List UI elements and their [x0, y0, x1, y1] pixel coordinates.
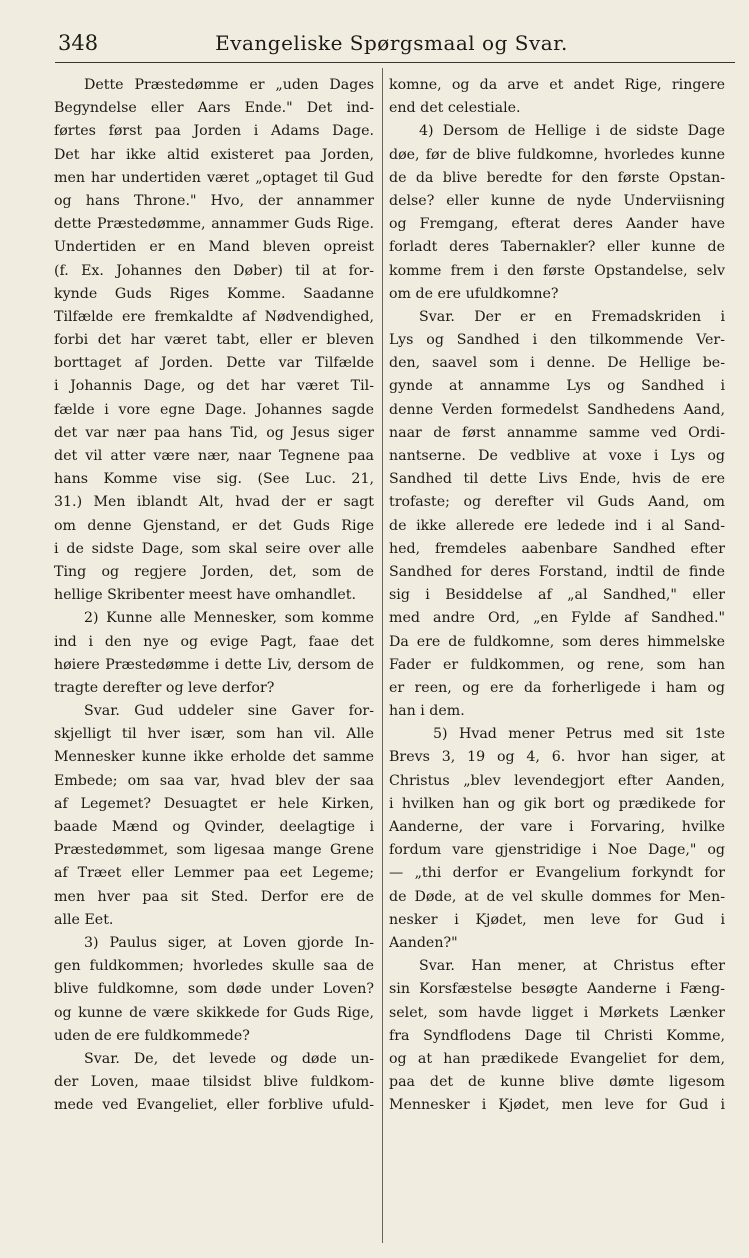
- text-line: og Fremgang, efterat deres Aander have: [389, 216, 725, 233]
- text-line: alle Eet.: [54, 911, 114, 928]
- text-line: sig i Besiddelse af „al Sandhed," eller: [389, 587, 725, 604]
- text-line: med andre Ord, „en Fylde af Sandhed.": [389, 610, 725, 627]
- text-line: Dette Præstedømme er „uden Dages: [84, 77, 374, 93]
- text-line: naar de først annamme samme ved Ordi-: [389, 424, 725, 441]
- text-line: gynde at annamme Lys og Sandhed i: [389, 378, 725, 395]
- text-line: det vil atter være nær, naar Tegnene paa: [54, 448, 374, 464]
- text-line: nesker i Kjødet, men leve for Gud i: [389, 911, 725, 928]
- text-line: i de sidste Dage, som skal seire over alle: [54, 540, 374, 557]
- text-line: paa det de kunne blive dømte ligesom: [389, 1074, 725, 1091]
- text-line: forladt deres Tabernakler? eller kunne de: [389, 239, 725, 256]
- text-line: mede ved Evangeliet, eller forblive ufuld-: [54, 1097, 374, 1114]
- text-line: førtes først paa Jorden i Adams Dage.: [54, 123, 374, 140]
- text-line: er reen, og ere da forherligede i ham og: [389, 679, 725, 696]
- text-line: Undertiden er en Mand bleven opreist: [54, 239, 374, 256]
- text-line: blive fuldkomne, som døde under Loven?: [54, 981, 374, 998]
- text-line: Svar. De, det levede og døde un-: [84, 1050, 374, 1067]
- text-line: døe, før de blive fuldkomne, hvorledes kunne: [389, 146, 725, 163]
- text-line: Begyndelse eller Aars Ende." Det ind-: [54, 100, 374, 117]
- text-line: men hver paa sit Sted. Derfor ere de: [54, 888, 374, 905]
- text-line: ind i den nye og evige Pagt, faae det: [54, 633, 374, 650]
- text-line: sin Korsfæstelse besøgte Aanderne i Fæng-: [389, 981, 725, 998]
- text-line: forbi det har været tabt, eller er bleven: [54, 332, 374, 349]
- text-line: Præstedømmet, som ligesaa mange Grene: [54, 842, 374, 859]
- text-line: 4) Dersom de Hellige i de sidste Dage: [419, 123, 725, 140]
- text-line: fordum vare gjenstridige i Noe Dage," og: [389, 842, 725, 859]
- text-line: Mennesker i Kjødet, men leve for Gud i: [389, 1097, 725, 1114]
- text-line: Sandhed til dette Livs Ende, hvis de ere: [389, 471, 725, 488]
- text-line: 31.) Men iblandt Alt, hvad der er sagt: [54, 494, 374, 511]
- text-line: om denne Gjenstand, er det Guds Rige: [54, 517, 374, 534]
- text-line: Fader er fuldkommen, og rene, som han: [389, 656, 725, 673]
- text-line: 2) Kunne alle Mennesker, som komme: [84, 610, 374, 627]
- text-line: hans Komme vise sig. (See Luc. 21,: [54, 471, 374, 488]
- text-line: og at han prædikede Evangeliet for dem,: [389, 1050, 725, 1067]
- text-line: fælde i vore egne Dage. Johannes sagde: [54, 401, 374, 418]
- text-line: han i dem.: [389, 703, 465, 720]
- text-line: men har undertiden været „optaget til Gud: [54, 169, 374, 186]
- text-line: borttaget af Jorden. Dette var Tilfælde: [54, 355, 374, 372]
- text-line: Aanderne, der vare i Forvaring, hvilke: [389, 819, 725, 835]
- text-line: trofaste; og derefter vil Guds Aand, om: [389, 494, 725, 511]
- text-line: Embede; om saa var, hvad blev der saa: [54, 772, 374, 789]
- text-line: i Johannis Dage, og det har været Til-: [54, 378, 374, 395]
- header-rule: [55, 62, 735, 63]
- text-line: Mennesker kunne ikke erholde det samme: [54, 749, 374, 766]
- text-line: Tilfælde ere fremkaldte af Nødvendighed,: [54, 308, 374, 325]
- text-line: gen fuldkommen; hvorledes skulle saa de: [54, 958, 374, 975]
- text-line: Det har ikke altid existeret paa Jorden,: [54, 146, 374, 163]
- text-line: tragte derefter og leve derfor?: [54, 679, 275, 696]
- right-column: [389, 74, 725, 1117]
- text-line: end det celestiale.: [389, 100, 521, 117]
- left-column: [54, 74, 374, 1117]
- text-line: der Loven, maae tilsidst blive fuldkom-: [54, 1074, 374, 1091]
- text-line: baade Mænd og Qvinder, deelagtige i: [54, 819, 374, 835]
- text-line: Sandhed for deres Forstand, indtil de finde: [389, 563, 725, 580]
- text-line: Brevs 3, 19 og 4, 6. hvor han siger, at: [389, 749, 725, 766]
- text-line: nantserne. De vedblive at voxe i Lys og: [389, 448, 725, 464]
- text-line: hellige Skribenter meest have omhandlet.: [54, 587, 356, 604]
- text-line: Svar. Gud uddeler sine Gaver for-: [84, 703, 374, 720]
- text-line: og hans Throne." Hvo, der annammer: [54, 192, 374, 209]
- text-line: af Legemet? Desuagtet er hele Kirken,: [54, 795, 374, 812]
- page-number: 348: [58, 31, 99, 55]
- text-line: høiere Præstedømme i dette Liv, dersom de: [54, 656, 374, 673]
- text-line: Ting og regjere Jorden, det, som de: [54, 563, 374, 580]
- text-line: 3) Paulus siger, at Loven gjorde In-: [84, 934, 374, 951]
- text-line: delse? eller kunne de nyde Underviisning: [389, 192, 725, 209]
- text-line: det var nær paa hans Tid, og Jesus siger: [54, 424, 374, 441]
- text-line: af Træet eller Lemmer paa eet Legeme;: [54, 865, 374, 882]
- text-line: fra Syndflodens Dage til Christi Komme,: [389, 1027, 725, 1044]
- text-line: Svar. Han mener, at Christus efter: [419, 958, 725, 975]
- text-line: Christus „blev levendegjort efter Aanden,: [389, 772, 725, 789]
- text-line: og kunne de være skikkede for Guds Rige,: [54, 1004, 374, 1021]
- text-line: selet, som havde ligget i Mørkets Lænker: [389, 1004, 725, 1021]
- text-line: uden de ere fuldkommede?: [54, 1027, 250, 1044]
- text-line: Aanden?": [389, 934, 458, 951]
- text-line: de ikke allerede ere ledede ind i al Sand-: [389, 517, 725, 534]
- text-line: skjelligt til hver især, som han vil. Alle: [54, 726, 374, 743]
- text-line: kynde Guds Riges Komme. Saadanne: [54, 285, 374, 302]
- column-divider: [382, 68, 383, 1243]
- text-line: 5) Hvad mener Petrus med sit 1ste: [433, 726, 725, 743]
- text-line: hed, fremdeles aabenbare Sandhed efter: [389, 540, 725, 557]
- text-line: dette Præstedømme, annammer Guds Rige.: [54, 216, 374, 233]
- text-line: (f. Ex. Johannes den Døber) til at for-: [54, 262, 374, 279]
- text-line: den, saavel som i denne. De Hellige be-: [389, 355, 725, 372]
- text-line: Da ere de fuldkomne, som deres himmelske: [389, 633, 725, 650]
- text-line: Svar. Der er en Fremadskriden i: [419, 308, 725, 325]
- text-line: de da blive beredte for den første Opstan-: [389, 169, 725, 186]
- text-line: denne Verden formedelst Sandhedens Aand,: [389, 401, 725, 418]
- text-line: i hvilken han og gik bort og prædikede for: [389, 795, 725, 812]
- text-line: komne, og da arve et andet Rige, ringere: [389, 77, 725, 93]
- text-line: komme frem i den første Opstandelse, selv: [389, 262, 725, 279]
- text-line: om de ere ufuldkomne?: [389, 285, 559, 302]
- text-line: — „thi derfor er Evangelium forkyndt for: [389, 865, 725, 882]
- text-line: Lys og Sandhed i den tilkommende Ver-: [389, 332, 725, 349]
- page-header: [58, 28, 725, 58]
- running-head: Evangeliske Spørgsmaal og Svar.: [215, 31, 568, 55]
- text-line: de Døde, at de vel skulle dommes for Men-: [389, 888, 725, 905]
